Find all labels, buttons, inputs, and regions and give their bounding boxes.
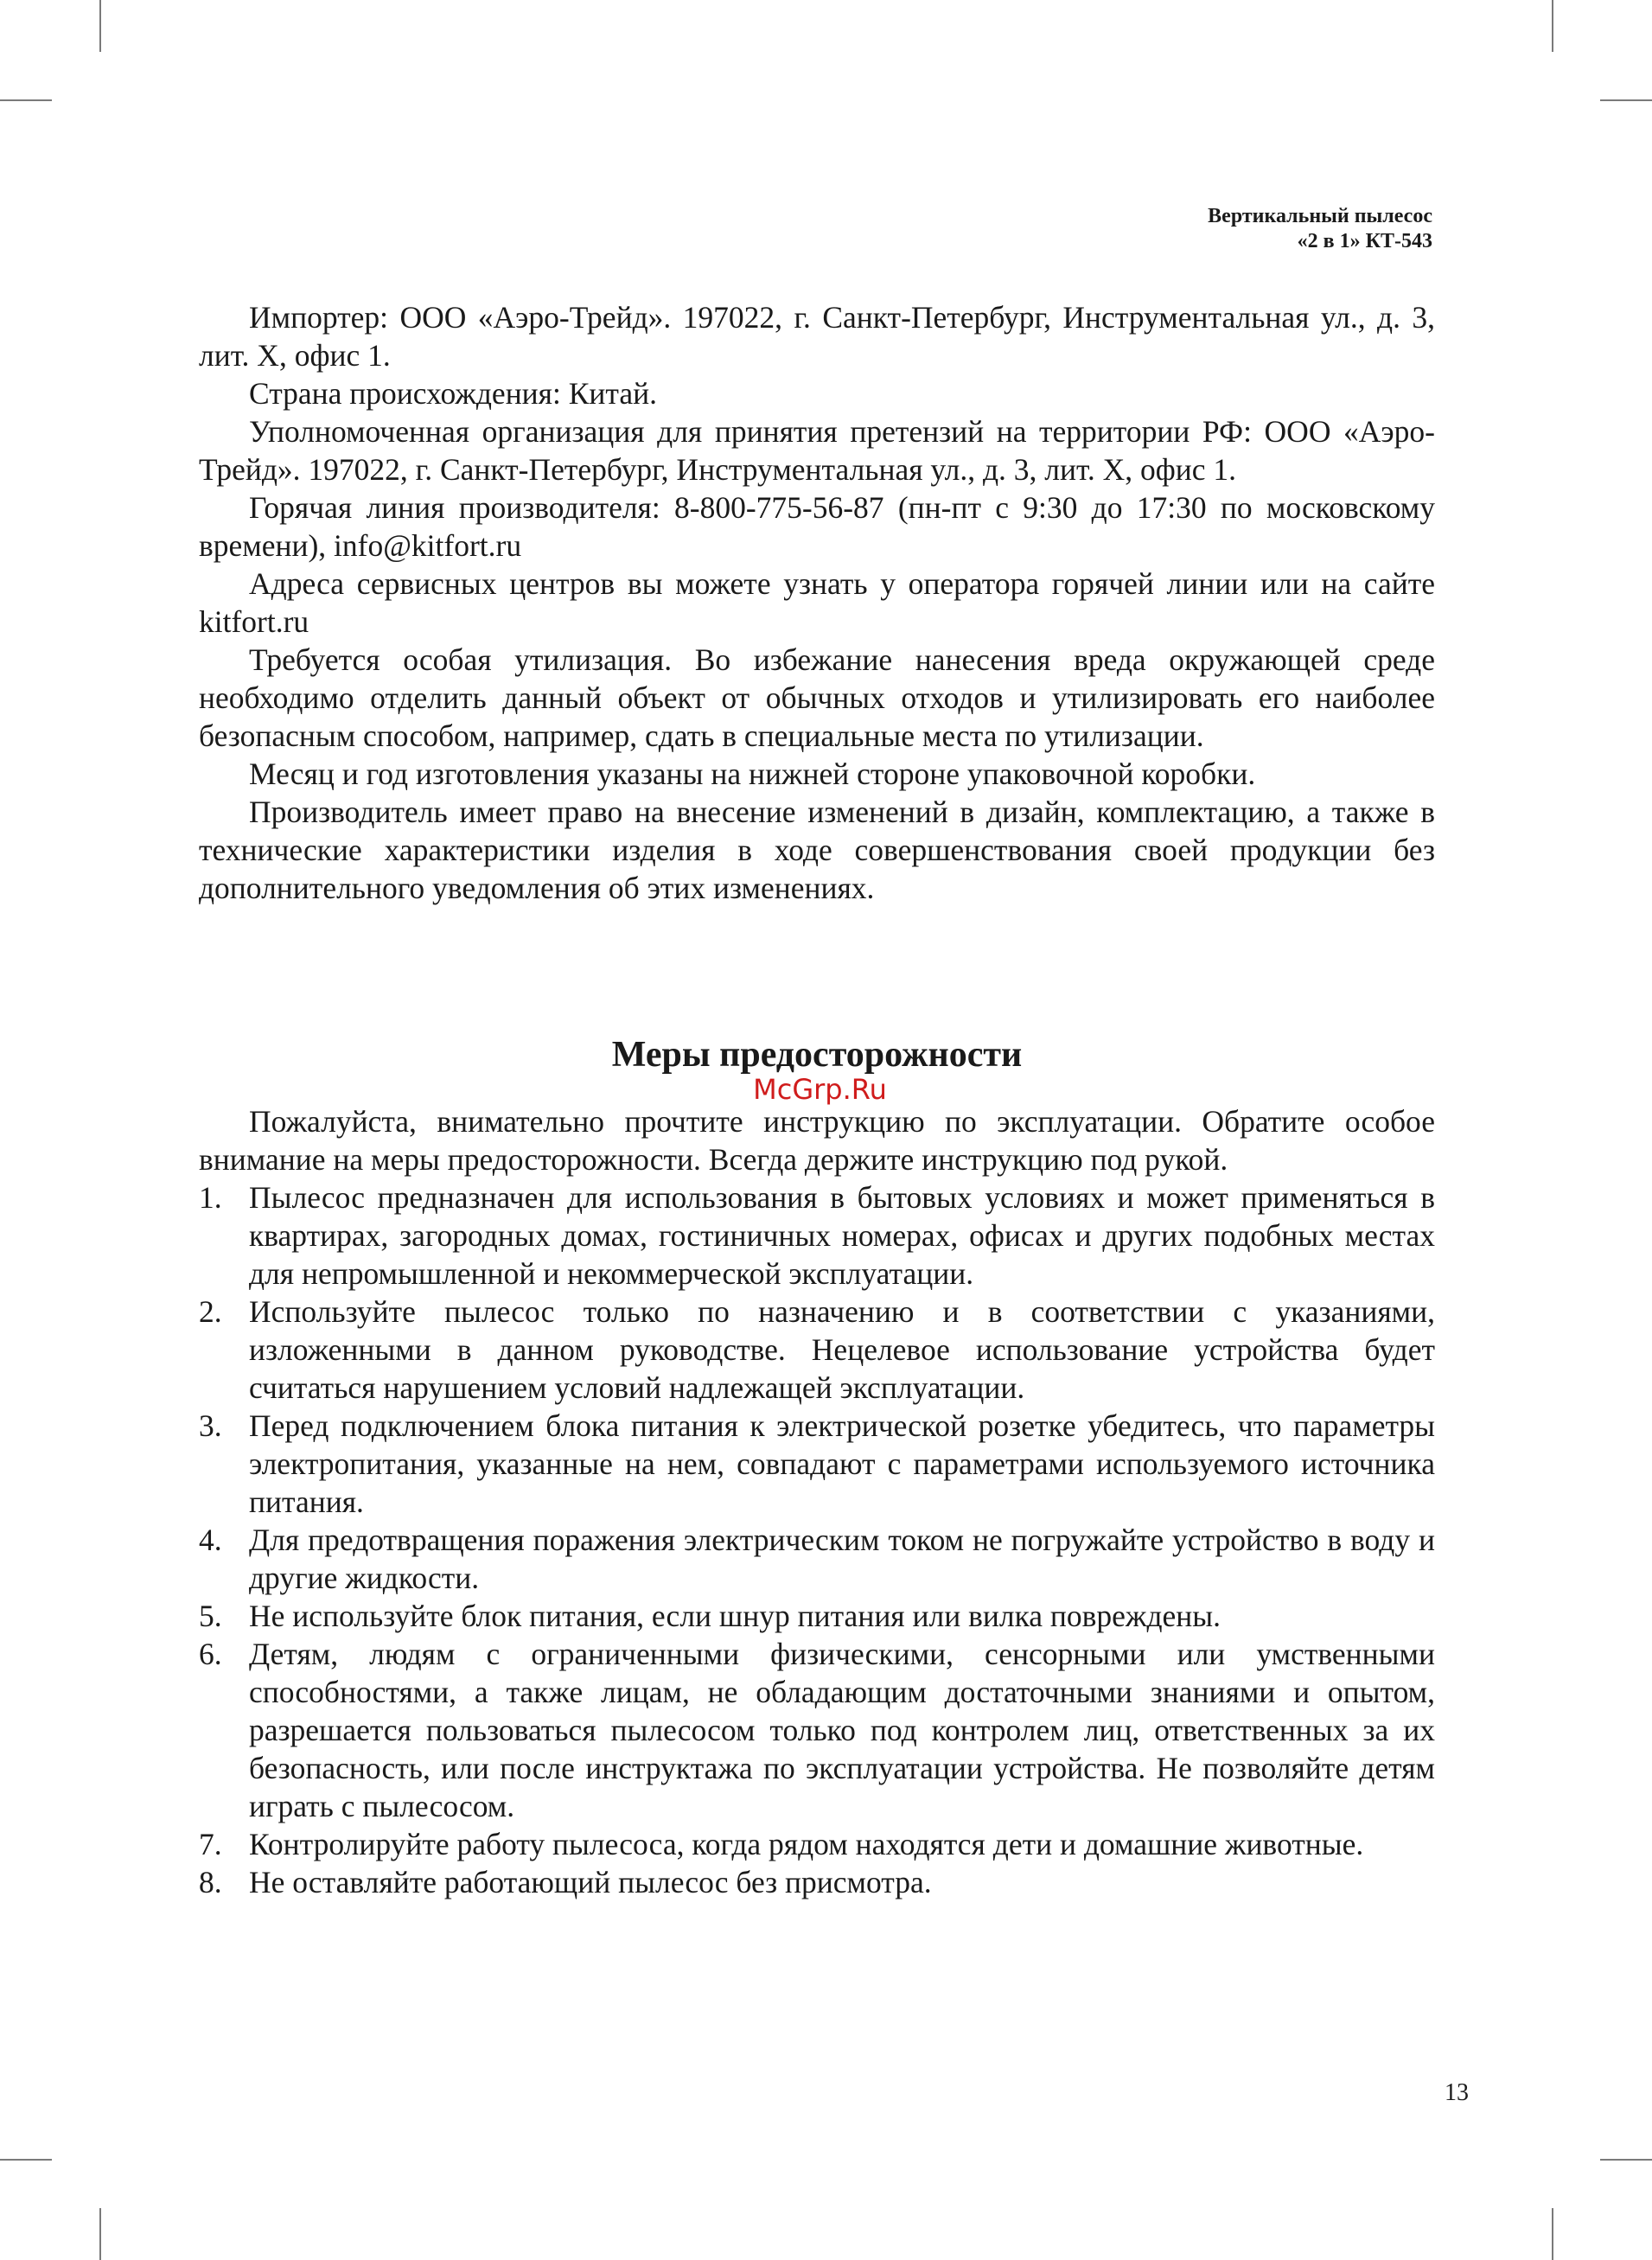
list-item (199, 1521, 1435, 1597)
list-item-number: 7. (199, 1827, 222, 1861)
list-item (199, 1407, 1435, 1521)
list-item (199, 1597, 1435, 1635)
page-number: 13 (1445, 2079, 1469, 2106)
disposal-paragraph: Требуется особая утилизация. Во избежание нанесения вреда окружающей среде необходимо отделить данный объект от обычных отходов и утилизировать его наиболее безопасным способом, например, сдать в специальные места по утилизации. (199, 642, 1435, 753)
hotline-paragraph: Горячая линия производителя: 8-800-775-56-87 (пн-пт с 9:30 до 17:30 по московскому времени), info@kitfort.ru (199, 490, 1435, 563)
crop-mark-top-left (99, 0, 101, 52)
crop-mark-top-right (1552, 0, 1553, 52)
list-item-text: Детям, людям с ограниченными физическими, сенсорными или умственными способностями, а также лицам, не обладающим достаточными знаниями и опытом, разрешается пользоваться пылесосом только под контролем лиц, ответственных за их безопасность, или после инструктажа по эксплуатации устройства. Не позволяйте детям играть с пылесосом. (249, 1637, 1435, 1823)
list-item-text: Пылесос предназначен для использования в бытовых условиях и может применяться в квартирах, загородных домах, гостиничных номерах, офисах и других подобных местах для непромышленной и некоммерческой эксплуатации. (249, 1180, 1435, 1291)
service-centers-paragraph: Адреса сервисных центров вы можете узнать у оператора горячей линии или на сайте kitfort.ru (199, 566, 1435, 639)
list-item (199, 1635, 1435, 1825)
list-item-number: 4. (199, 1523, 222, 1557)
crop-mark-bottom-left (0, 2159, 52, 2161)
list-item-text: Не используйте блок питания, если шнур питания или вилка повреждены. (249, 1599, 1221, 1633)
list-item (199, 1863, 1435, 1901)
crop-mark-bottom-right (1600, 2159, 1652, 2161)
list-item-text: Не оставляйте работающий пылесос без присмотра. (249, 1865, 932, 1899)
running-header (1208, 204, 1432, 254)
section-title: Меры предосторожности (611, 1035, 1023, 1075)
list-item-number: 2. (199, 1294, 222, 1329)
manufacture-date-paragraph: Месяц и год изготовления указаны на нижней стороне упаковочной коробки. (249, 757, 1256, 791)
crop-mark-bottom-right (1552, 2208, 1553, 2260)
list-item-number: 8. (199, 1865, 222, 1899)
list-item-number: 1. (199, 1180, 222, 1215)
precautions-intro: Пожалуйста, внимательно прочтите инструкцию по эксплуатации. Обратите особое внимание на меры предосторожности. Всегда держите инструкцию под рукой. (199, 1104, 1435, 1177)
country-of-origin-paragraph: Страна происхождения: Китай. (249, 376, 658, 411)
manufacturer-rights-paragraph: Производитель имеет право на внесение изменений в дизайн, комплектацию, а также в технические характеристики изделия в ходе совершенствования своей продукции без дополнительного уведомления об этих изменениях. (199, 795, 1435, 905)
list-item (199, 1825, 1435, 1863)
page-content (199, 298, 1435, 1901)
crop-mark-bottom-left (99, 2208, 101, 2260)
list-item-text: Перед подключением блока питания к электрической розетке убедитесь, что параметры электропитания, указанные на нем, совпадают с параметрами используемого источника питания. (249, 1408, 1435, 1519)
importer-paragraph: Импортер: ООО «Аэро-Трейд». 197022, г. Санкт-Петербург, Инструментальная ул., д. 3, лит. Х, офис 1. (199, 300, 1435, 373)
crop-mark-top-right (1600, 99, 1652, 101)
header-product-type: Вертикальный пылесос (1208, 205, 1432, 227)
watermark: McGrp.Ru (753, 1073, 887, 1106)
header-model: «2 в 1» КТ-543 (1297, 230, 1432, 252)
list-item (199, 1178, 1435, 1293)
list-item-text: Для предотвращения поражения электрическим током не погружайте устройство в воду и другие жидкости. (249, 1523, 1435, 1595)
list-item (199, 1293, 1435, 1407)
crop-mark-top-left (0, 99, 52, 101)
precautions-list (199, 1178, 1435, 1901)
list-item-number: 3. (199, 1408, 222, 1443)
list-item-text: Контролируйте работу пылесоса, когда рядом находятся дети и домашние животные. (249, 1827, 1364, 1861)
list-item-number: 6. (199, 1637, 222, 1671)
list-item-number: 5. (199, 1599, 222, 1633)
authorized-organization-paragraph: Уполномоченная организация для принятия претензий на территории РФ: ООО «Аэро-Трейд». 197022, г. Санкт-Петербург, Инструментальная ул., д. 3, лит. Х, офис 1. (199, 414, 1435, 487)
list-item-text: Используйте пылесос только по назначению и в соответствии с указаниями, изложенными в данном руководстве. Нецелевое использование устройства будет считаться нарушением условий надлежащей эксплуатации. (249, 1294, 1435, 1405)
